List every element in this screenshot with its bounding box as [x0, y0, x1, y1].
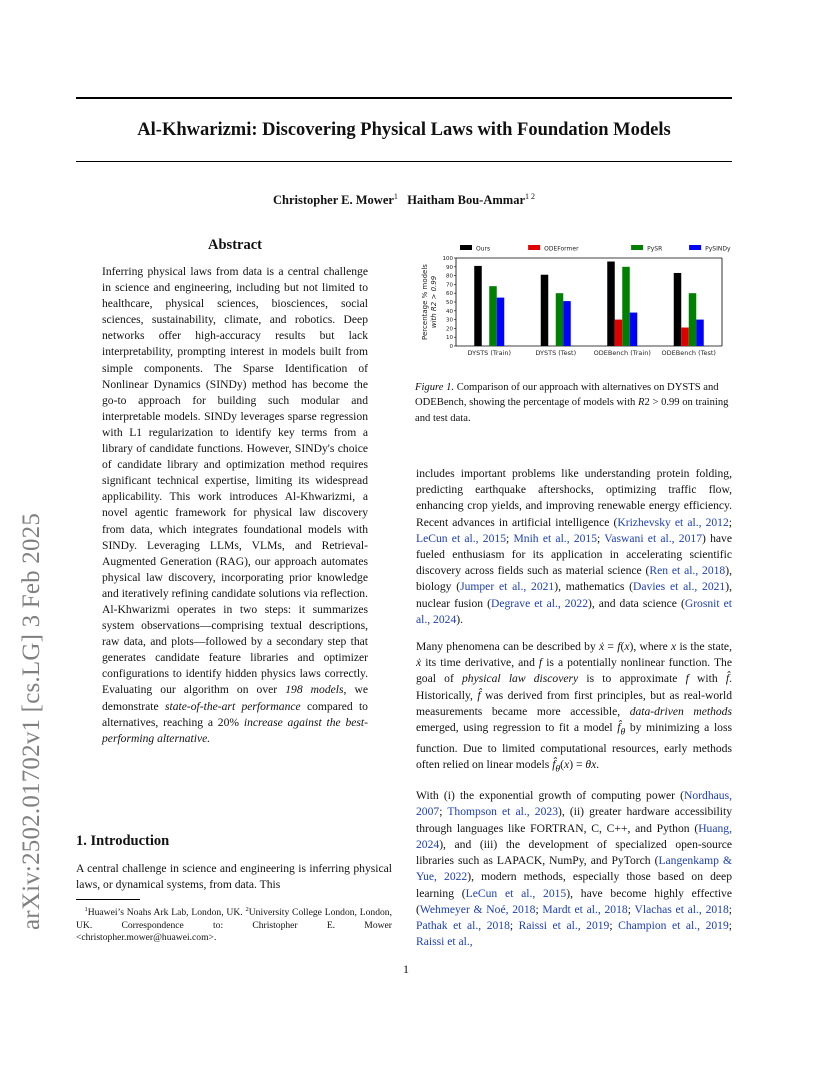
legend-label: ODEFormer	[544, 245, 579, 253]
page-number: 1	[403, 962, 409, 976]
y-tick-label: 40	[446, 308, 453, 315]
citation-link[interactable]: Vaswani et al., 2017	[604, 531, 702, 545]
citation-link[interactable]: Mardt et al., 2018	[542, 902, 628, 916]
y-tick-label: 20	[446, 326, 453, 333]
x-tick-label: DYSTS (Train)	[467, 349, 512, 357]
legend-swatch	[460, 245, 472, 250]
section-heading-introduction: 1. Introduction	[76, 833, 170, 849]
arxiv-identifier[interactable]: arXiv:2502.01702v1 [cs.LG] 3 Feb 2025	[18, 512, 45, 930]
author-list	[76, 192, 732, 208]
footnote-rule	[76, 899, 140, 900]
citation-link[interactable]: Raissi et al., 2019	[518, 918, 610, 932]
citation-link[interactable]: Davies et al., 2021	[633, 580, 726, 594]
y-tick-label: 0	[449, 344, 453, 350]
y-tick-label: 100	[442, 256, 453, 262]
bar-pysr	[689, 293, 697, 346]
y-tick-label: 50	[446, 300, 453, 306]
citation-link[interactable]: Degrave et al., 2022	[490, 596, 588, 610]
legend-label: Ours	[476, 245, 491, 253]
author-name: Haitham Bou-Ammar	[407, 193, 525, 208]
paragraph: With (i) the exponential growth of computing power (Nordhaus, 2007; Thompson et al., 2023), (ii) greater hardware accessibility through languages like FORTRAN, C, C++, and Python (Huang, 2024), and (iii) the development of specialized open-source libraries such as LAPACK, NumPy, and PyTorch (Langenkamp & Yue, 2022), modern methods, especially those based on deep learning (LeCun et al., 2015), have become highly effective (Wehmeyer & Noé, 2018; Mardt et al., 2018; Vlachas et al., 2018; Pathak et al., 2018; Raissi et al., 2019; Champion et al., 2019; Raissi et al.,	[416, 789, 732, 949]
citation-link[interactable]: Huang, 2024	[416, 821, 732, 851]
y-axis-label: Percentage % models	[421, 264, 429, 340]
citation-link[interactable]: Jumper et al., 2021	[460, 580, 555, 594]
citation-link[interactable]: Krizhevsky et al., 2012	[617, 515, 729, 529]
bar-pysr	[622, 267, 630, 346]
author-affiliation: 1 2	[525, 192, 535, 201]
citation-link[interactable]: Raissi et al.,	[416, 935, 473, 949]
paper-title: Al-Khwarizmi: Discovering Physical Laws with Foundation Models	[137, 120, 671, 140]
y-tick-label: 80	[446, 273, 453, 280]
bar-ours	[674, 273, 682, 346]
bar-odeformer	[681, 328, 689, 346]
abstract-body: Inferring physical laws from data is a central challenge in science and engineering, including but not limited to healthcare, physical sciences, biosciences, social sciences, sustainability, climate, and robotics. Deep networks offer high-accuracy results but lack interpretability, prompting interest in models built from simple components. The Sparse Identification of Nonlinear Dynamics (SINDy) method has become the go-to approach for building such modular and interpretable models. SINDy leverages sparse regression with L1 regularization to identify key terms from a library of candidate functions. However, SINDy's choice of candidate library and optimization method requires significant technical expertise, limiting its widespread applicability. This work introduces Al-Khwarizmi, a novel agentic framework for physical law discovery from data, which integrates foundational models with SINDy. Leveraging LLMs, VLMs, and Retrieval-Augmented Generation (RAG), our approach automates physical law discovery, incorporating prior knowledge and iteratively refining candidate solutions via reflection. Al-Khwarizmi operates in two steps: it summarizes system observations—comprising textual descriptions, raw data, and plots—followed by a secondary step that generates candidate feature libraries and optimizer configurations to identify hidden physics laws correctly. Evaluating our algorithm on over 198 models, we demonstrate state-of-the-art performance compared to alternatives, reaching a 20% increase against the best-performing alternative.	[102, 265, 369, 745]
y-axis-label-2: with R2 > 0.99	[430, 275, 438, 329]
abstract-heading: Abstract	[208, 237, 262, 253]
citation-link[interactable]: Wehmeyer & Noé, 2018	[419, 902, 536, 916]
bar-pysindy	[630, 313, 638, 346]
citation-link[interactable]: Grosnit et al., 2024	[416, 596, 732, 626]
title-bottom-rule	[76, 161, 732, 162]
right-column-text	[416, 466, 732, 950]
top-rule	[76, 97, 732, 99]
citation-link[interactable]: Thompson et al., 2023	[447, 805, 558, 819]
bar-pysr	[489, 286, 497, 346]
citation-link[interactable]: Vlachas et al., 2018	[634, 902, 729, 916]
legend-swatch	[528, 245, 540, 250]
citation-link[interactable]: LeCun et al., 2015	[416, 531, 506, 545]
y-tick-label: 30	[446, 317, 453, 324]
author-affiliation: 1	[393, 192, 398, 201]
bar-ours	[541, 275, 549, 346]
legend-swatch	[631, 245, 643, 250]
paragraph: includes important problems like understanding protein folding, predicting earthquake aftershocks, optimizing traffic flow, enhancing crop yields, and improving renewable energy efficiency. Recent advances in artificial intelligence (Krizhevsky et al., 2012; LeCun et al., 2015; Mnih et al., 2015; Vaswani et al., 2017) have fueled enthusiasm for its application in accelerating scientific discovery across fields such as material science (Ren et al., 2018), biology (Jumper et al., 2021), mathematics (Davies et al., 2021), nuclear fusion (Degrave et al., 2022), and data science (Grosnit et al., 2024).	[416, 467, 733, 626]
legend-label: PySINDy	[705, 245, 731, 253]
bar-odeformer	[615, 320, 623, 346]
y-tick-label: 60	[446, 291, 453, 298]
bar-ours	[474, 266, 482, 346]
citation-link[interactable]: Pathak et al., 2018	[416, 918, 510, 932]
x-tick-label: ODEBench (Test)	[661, 349, 716, 357]
bar-pysindy	[696, 320, 704, 346]
citation-link[interactable]: Ren et al., 2018	[649, 564, 726, 578]
figure-1-caption: Figure 1. Comparison of our approach with alternatives on DYSTS and ODEBench, showing the percentage of models with R2 > 0.99 on training and test data.	[415, 382, 729, 424]
y-tick-label: 70	[446, 282, 453, 289]
citation-link[interactable]: Langenkamp & Yue, 2022	[416, 854, 732, 884]
paragraph: Many phenomena can be described by ẋ = f(x), where x is the state, ẋ its time derivative, and f is a potentially nonlinear function. The goal of physical law discovery is to approximate f with f̂. Historically, f̂ was derived from first principles, but as real-world measurements became more accessible, data-driven methods emerged, using regression to fit a model $f̂_\theta$ by minimizing a loss function. Due to limited computational resources, early methods often relied on linear models $f̂_\theta(x) = \theta x$.	[416, 640, 732, 775]
citation-link[interactable]: Champion et al., 2019	[618, 918, 729, 932]
bar-pysr	[556, 293, 564, 346]
x-tick-label: ODEBench (Train)	[593, 349, 651, 357]
y-tick-label: 10	[446, 335, 453, 342]
affiliation-footnote: $^1$Huawei’s Noahs Ark Lab, London, UK. $^2$University College London, London, UK. Correspondence to: Christopher E. Mower <christopher.mower@huawei.com>.	[76, 906, 393, 944]
legend-label: PySR	[647, 245, 663, 253]
figure-1-chart	[414, 236, 734, 364]
citation-link[interactable]: LeCun et al., 2015	[465, 886, 567, 900]
citation-link[interactable]: Nordhaus, 2007	[416, 789, 732, 819]
bar-pysindy	[563, 301, 571, 346]
legend-swatch	[689, 245, 701, 250]
bar-pysindy	[497, 298, 505, 346]
author-name: Christopher E. Mower	[272, 193, 394, 208]
citation-link[interactable]: Mnih et al., 2015	[513, 531, 598, 545]
y-tick-label: 90	[446, 264, 453, 271]
introduction-text: A central challenge in science and engineering is inferring physical laws, or dynamical systems, from data. This	[76, 862, 392, 892]
bar-ours	[607, 262, 615, 346]
x-tick-label: DYSTS (Test)	[535, 349, 577, 357]
